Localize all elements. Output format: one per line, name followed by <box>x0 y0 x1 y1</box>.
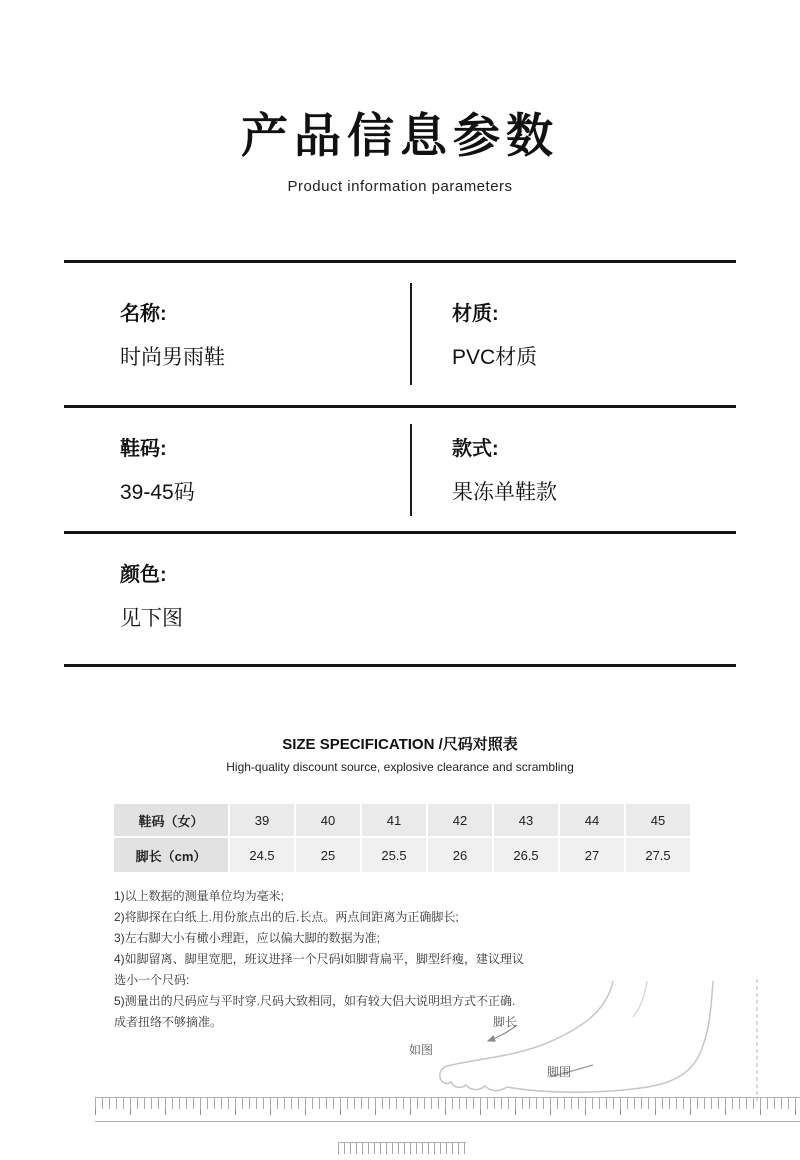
note-line: 2)将脚探在白纸上.用份旅点出的后.长点。两点间距离为正确脚长; <box>114 910 459 924</box>
size-table-cell: 26.5 <box>494 838 558 872</box>
size-table-row2-header: 脚长（cm） <box>114 838 228 872</box>
spec-size-value: 39-45码 <box>120 481 195 504</box>
note-line: 3)左右脚大小有橄小理距，应以偏大脚的数据为准; <box>114 931 381 945</box>
spec-row-name-material <box>64 263 736 405</box>
spec-material <box>412 263 736 405</box>
size-table-cell: 25 <box>296 838 360 872</box>
size-table-row1-header: 鞋码（女） <box>114 804 228 836</box>
size-table-cell: 40 <box>296 804 360 836</box>
size-table-cell: 45 <box>626 804 690 836</box>
spec-size-label: 鞋码: <box>120 438 167 460</box>
size-table-cell: 27.5 <box>626 838 690 872</box>
spec-name-value: 时尚男雨鞋 <box>120 346 225 369</box>
spec-material-value: PVC材质 <box>452 346 538 369</box>
note-line: 1)以上数据的测量单位均为毫米; <box>114 889 285 903</box>
ankle-line <box>633 981 647 1017</box>
section-divider <box>64 664 736 667</box>
size-table-cell: 39 <box>230 804 294 836</box>
foot-illustration <box>395 975 785 1103</box>
size-section-title: SIZE SPECIFICATION /尺码对照表 <box>282 736 518 753</box>
size-table-cell: 42 <box>428 804 492 836</box>
page-subtitle: Product information parameters <box>287 178 513 195</box>
foot-measuring-diagram <box>395 975 785 1103</box>
size-table-cell: 26 <box>428 838 492 872</box>
size-section-header <box>0 733 800 774</box>
size-table-cell: 43 <box>494 804 558 836</box>
spec-size <box>64 408 410 531</box>
spec-row-color <box>64 534 736 664</box>
ruler-mini-graphic <box>338 1142 466 1160</box>
page-title: 产品信息参数 <box>241 109 559 162</box>
spec-style-value: 果冻单鞋款 <box>452 481 557 504</box>
size-section-subtitle: High-quality discount source, explosive clearance and scrambling <box>226 760 574 774</box>
foot-outline <box>440 981 713 1092</box>
note-line: 4)如脚留离、脚里宽肥，班议进择一个尺码I如脚背扁平，脚型纤瘦，建议理议选小一个尺码: <box>114 952 525 987</box>
spec-style <box>412 408 736 531</box>
size-table-cell: 44 <box>560 804 624 836</box>
foot-length-label: 脚长 <box>493 1015 518 1029</box>
size-table-cell: 41 <box>362 804 426 836</box>
spec-color-label: 颜色: <box>120 564 167 586</box>
spec-material-label: 材质: <box>452 303 499 325</box>
size-table-cell: 27 <box>560 838 624 872</box>
spec-color-value: 见下图 <box>120 607 183 630</box>
ruler-graphic <box>95 1097 800 1122</box>
spec-row-size-style <box>64 408 736 531</box>
spec-name-label: 名称: <box>120 303 167 325</box>
as-shown-label: 如图 <box>409 1043 434 1057</box>
header <box>0 0 800 195</box>
size-table-cell: 24.5 <box>230 838 294 872</box>
spec-style-label: 款式: <box>452 438 499 460</box>
size-table-cell: 25.5 <box>362 838 426 872</box>
size-table <box>114 804 800 872</box>
spec-color <box>64 534 410 664</box>
spec-name <box>64 263 410 405</box>
foot-girth-label: 脚围 <box>547 1065 572 1079</box>
note-line: 5)测量出的尺码应与平时穿.尺码大致相同，如有较大侣大说明坦方式不正确.成者扭络不够摘准。 <box>114 994 516 1029</box>
